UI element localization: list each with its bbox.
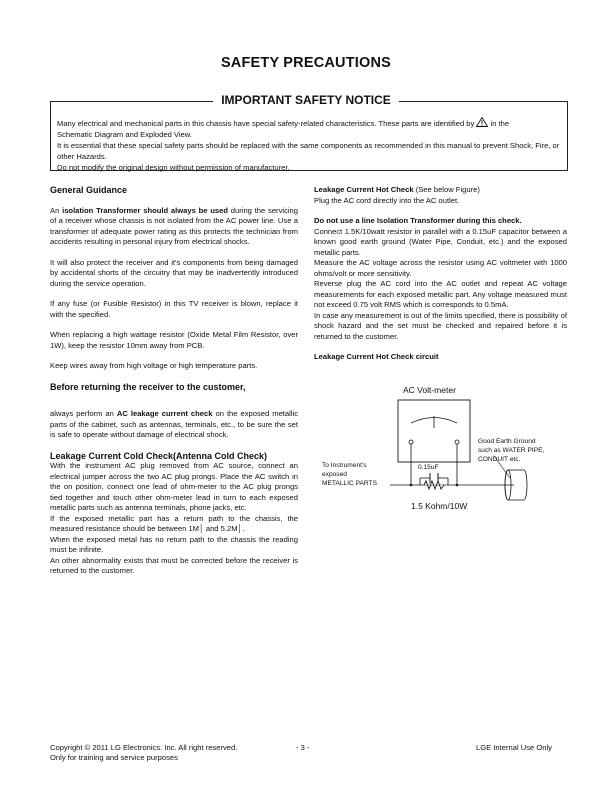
paragraph: If the exposed metallic part has a return path to the chassis, the measured resistance should be between 1M│ and 5.2M│. (50, 513, 298, 533)
footer-left (50, 743, 237, 763)
resistor-label: 1.5 Kohm/10W (411, 501, 468, 511)
hot-check-heading: Leakage Current Hot Check (See below Figure) (314, 185, 480, 194)
paragraph: Keep wires away from high voltage or high temperature parts. (50, 361, 258, 370)
page-title: SAFETY PRECAUTIONS (220, 55, 392, 71)
paragraph: Plug the AC cord directly into the AC outlet. (314, 195, 460, 205)
paragraph: With the instrument AC plug removed from AC source, connect an electrical jumper across the two AC plug prongs. Place the AC switch in the on position, connect one lead of ohm-meter to the AC plug prongs tied together and touch other ohm-meter lead in turn to each exposed metallic parts such as antenna terminals, phone jacks, etc. (50, 461, 298, 512)
ground-label: CONDUIT etc. (478, 456, 521, 463)
paragraph: An other abnormality exists that must be corrected before the receiver is returned to the customer. (50, 555, 298, 575)
right-column (314, 185, 567, 363)
paragraph: If any fuse (or Fusible Resistor) in this TV receiver is blown, replace it with the specified. (50, 299, 298, 319)
capacitor-label: 0.15uF (418, 464, 439, 471)
training-text: Only for training and service purposes (50, 753, 178, 762)
paragraph: When replacing a high wattage resistor (Oxide Metal Film Resistor, over 1W), keep the resistor 10mm away from PCB. (50, 330, 298, 350)
voltmeter-icon (398, 400, 470, 462)
instrument-label: exposed (322, 471, 347, 478)
internal-use-text: LGE Internal Use Only (476, 743, 552, 752)
instrument-label: METALLIC PARTS (322, 480, 377, 487)
paragraph: When the exposed metal has no return path to the chassis the reading must be infinite. (50, 534, 298, 554)
safety-notice-text: Many electrical and mechanical parts in this chassis have special safety-related characteristics. These parts are identified by in the Schematic Diagram and Exploded View. It is essential that these special safety parts should be replaced with the same components as recommended in this manual to prevent Shock, Fire, or other Hazards. Do not modify the original design without permission of manufacturer. (57, 119, 560, 172)
safety-notice-heading: IMPORTANT SAFETY NOTICE (0, 93, 612, 107)
paragraph: Measure the AC voltage across the resistor using AC voltmeter with 1000 ohms/volt or more sensitivity. (314, 258, 567, 278)
left-column (50, 185, 298, 577)
ground-label: such as WATER PIPE, (478, 447, 545, 454)
warning-triangle-icon (476, 117, 488, 127)
circuit-heading: Leakage Current Hot Check circuit (314, 352, 439, 361)
general-guidance-heading: General Guidance (50, 185, 128, 195)
paragraph: always perform an AC leakage current check on the exposed metallic parts of the cabinet, such as antennas, terminals, etc., to be sure the set is safe to operate without damage of electrical shock. (50, 409, 298, 439)
paragraph: An isolation Transformer should always be used during the servicing of a receiver whose chassis is not isolated from the AC power line. Use a transformer of adequate power rating as this protects the technician from accidents resulting in personal injury from electrical shocks. (50, 205, 298, 246)
paragraph: Connect 1.5K/10watt resistor in parallel with a 0.15uF capacitor between a known good earth ground (Water Pipe, Conduit, etc.) and the exposed metallic parts. (314, 226, 567, 257)
copyright-text: Copyright © 2011 LG Electronics. Inc. All right reserved. (50, 743, 238, 752)
before-returning-heading: Before returning the receiver to the customer, (50, 381, 246, 392)
paragraph: Do not use a line Isolation Transformer during this check. (314, 216, 522, 225)
paragraph: Reverse plug the AC cord into the AC outlet and repeat AC voltage measurements for each exposed metallic part. Any voltage measured must not exceed 0.75 volt RMS which is corresponds to 0.5mA. (314, 279, 567, 309)
instrument-label: To Instrument's (322, 462, 367, 469)
voltmeter-label: AC Volt-meter (403, 385, 456, 395)
resistor-symbol-icon (424, 481, 444, 489)
paragraph: In case any measurement is out of the limits specified, there is possibility of shock hazard and the set must be checked and repaired before it is returned to the customer. (314, 310, 567, 341)
page-number: - 3 - (296, 743, 310, 752)
cold-check-heading: Leakage Current Cold Check(Antenna Cold Check) (50, 450, 268, 461)
leakage-hot-check-circuit (314, 380, 568, 520)
ground-label: Good Earth Ground (478, 438, 536, 445)
paragraph: It will also protect the receiver and it's components from being damaged by accidental shorts of the circuitry that may be inadvertently introduced during the service operation. (50, 257, 298, 288)
